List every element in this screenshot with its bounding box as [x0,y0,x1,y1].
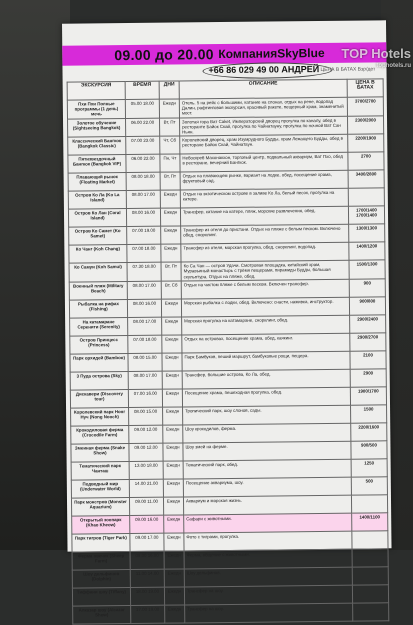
excursion-time: 08.00 18.00 [126,172,160,190]
excursion-name: Крокодиловая ферма (Crocodile Farm) [71,425,129,444]
excursion-description: Посещение аквариума, шоу. [183,477,351,497]
excursion-time: 08.00 16.00 [127,299,161,317]
excursion-price: 1300/1300 [349,224,385,242]
excursion-name: Остров Ко Самет (Ko Samet) [69,227,127,246]
excursion-time: 13.00 18.00 [129,461,163,479]
excursion-name: Дискавери (Discovery tour) [70,389,128,408]
excursion-description: Трансфер из отеля до пристани. Отдых на пляже с белым песком. Включено обед, снорклинг. [181,224,349,244]
excursion-time: 07.00 19.00 [127,226,161,244]
excursion-days: Ежедн [163,479,183,497]
excursion-table [67,78,390,624]
excursion-name: Остров Ко Ла (Ko La Island) [68,191,126,210]
excursion-name: Тематический парк Чанташ [71,461,129,480]
excursion-description: Трансфер на шоу. [185,603,353,623]
column-header: ВРЕМЯ [125,81,159,99]
excursion-time: 08.00 17.00 [128,317,162,335]
excursion-days: Ежедн [159,99,179,118]
excursion-description: Фото с тиграми, прогулка. [184,531,352,551]
excursion-days: Ежедн [163,425,183,443]
excursion-days: Ежедн [164,587,184,605]
excursion-price: 1400/1200 [349,242,385,260]
excursion-days: Ежедн [162,335,182,353]
excursion-price [351,495,387,513]
excursion-price [352,549,388,567]
excursion-days: Ежедн [164,533,184,551]
excursion-description: Шоу дельфинов. [184,567,352,587]
excursion-name: Пхи Пхи Полные программы (1 день) мечь [67,100,125,119]
excursion-time: 07.00 16.00 [128,389,162,407]
watermark-logo: TOP Hotels tophotels.ru [341,46,411,69]
excursion-description: Морская рыбалка с лодки, обед. Включено: снасти, наживка, инструктор. [181,297,349,317]
excursion-time: 08.00 15.00 [128,353,162,371]
excursion-time: 06.00 22.00 [126,154,160,172]
excursion-description: Отдых на экзотическом острове в заливе Ко Ла, белый песок, прогулка на катере. [180,188,348,208]
excursion-description: Аквариум и морская жизнь. [183,495,351,515]
excursion-time: 08.00 15.00 [129,407,163,425]
excursion-name: Остров Принцесс (Princess) [70,335,128,354]
excursion-description: Ко Са Чан — остров Удачи. Смотровая площадка, китайский храм, Муравьиный монастырь с трёмя пещерами, пирамиды Будды, большая скульптура. Отдых на пляже, обед. [181,260,349,280]
excursion-name: Змеиная ферма (Snake Show) [71,443,129,462]
excursion-price: 1250 [351,459,387,477]
excursion-price: 1700/1400 1700/1400 [348,206,384,224]
excursion-rows [67,97,388,624]
excursion-description: Шоу змей на ферме. [183,441,351,461]
excursion-name: Парк монстров (Monster Aquarium) [71,497,129,516]
excursion-price: 2200/1900 [348,134,384,152]
excursion-description: Парк Бамбуков, пеший маршрут, бамбуковые рощи, пещера. [182,351,350,371]
excursion-description: Золотая гора Ват Саket, Императорский дворец прогулка по каналу, обед в ресторанте Байок Скай, прогулка по Чайнатауну, прогулка по ночной Ват Сан Ньян. [179,116,347,136]
excursion-name: Ко Чанг (Koh Chang) [69,245,127,264]
excursion-price: 2900/2700 [350,333,386,351]
excursion-time: 11.00 14.00 [130,569,164,587]
excursion-days: Ежедн [165,605,185,623]
excursion-days: Ежедн [161,226,181,244]
excursion-time: 08.00 17.00 [126,190,160,208]
excursion-name: Тиффани шоу (Tiffany) [72,587,130,606]
excursion-days: Ежедн [164,515,184,533]
phone-number: +66 86 029 49 00 АНДРЕЙ [208,64,320,76]
excursion-name: 3 Пуда острова (Sky) [70,371,128,390]
excursion-price: 3400/2800 [348,170,384,188]
excursion-price [352,585,388,603]
excursion-days: Ежедн [160,190,180,208]
excursion-name: Парк тигров (Tiger Park) [72,533,130,552]
excursion-name: Открытый зоопарк (Khao Kheow) [72,515,130,534]
excursion-price [348,188,384,206]
background-left [0,0,70,550]
excursion-description: Морская прогулка на катамаране, снорклинг, обед. [182,315,350,335]
excursion-time: 07.00 18.00 [128,335,162,353]
excursion-description: Отдых на плавающем рынке, вариант на лодке, обед, посещение храма, фруктовый сад. [180,170,348,190]
excursion-price: 1900/1700 [350,387,386,405]
excursion-description: Отдых на островах, посещение храма, обед, каякинг. [182,333,350,353]
excursion-name: Пятизвездочный Бангкок (Bangkok VIP) [68,155,126,174]
excursion-days: Ежедн [160,208,180,226]
excursion-price: 900 [349,279,385,297]
excursion-price: 2100 [350,351,386,369]
excursion-days: Ежедн [163,443,183,461]
excursion-time: 09.00 16.00 [130,551,164,569]
price-list-sheet [62,20,392,618]
excursion-name: Золотое обучение (Sightseeing Bangkok) [68,118,126,137]
excursion-name: Остров Ко Лан (Coral Island) [68,209,126,228]
excursion-time: 08.00 17.00 [127,281,161,299]
excursion-name: Алказар шоу (Alcazar Show) [73,605,131,624]
excursion-days: Вт, Пт [160,172,180,190]
excursion-description: Отель. 5 на рейс с большими, катание на слонах, отдых на рене, водопад Далин, рафтинговая экскурсия, красивый ракете, пещерный храм, знаменитый мост. [179,97,347,117]
excursion-time: 06.00 22.00 [126,118,160,137]
excursion-time: 05.00 18.00 [125,99,159,118]
excursion-name: Королевский парк Нонг Нуч (Nong Nooch) [71,407,129,426]
excursion-price: 2900/2400 [350,315,386,333]
excursion-description: Ферма, общение с животными. [184,549,352,569]
excursion-time: 17.00 19.00 [131,605,165,623]
excursion-days: Ежедн [162,317,182,335]
excursion-time: 09.00 17.00 [130,533,164,551]
excursion-time: 09.00 12.00 [129,443,163,461]
excursion-time: 09.00 12.00 [129,425,163,443]
excursion-price: 1400/1100 [352,513,388,531]
company-name: КомпанияSkyBlue [218,45,325,62]
excursion-description: Небоскреб Махонакхон, торговый центр, подвальный аквариум, Ват Пхо, обед в ресторане, вечерний Бангкок. [180,152,348,172]
excursion-description: Посещение храма, пешеходная прогулка, обед. [182,387,350,407]
excursion-description: Отдых на чистом пляже с белым песком. Включен трансфер. [181,279,349,299]
excursion-description: Шоу крокодилов, ферма. [183,423,351,443]
excursion-days: Ежедн [162,353,182,371]
excursion-price: 2200/1600 [351,423,387,441]
excursion-days: Чт, Сб [160,136,180,154]
excursion-price: 500 [351,477,387,495]
excursion-description: Тропический парк, шоу слонов, сады. [183,405,351,425]
excursion-price [352,567,388,585]
excursion-days: Вт, Пт [161,262,181,281]
excursion-days: Ежедн [162,371,182,389]
excursion-time: 08.00 17.00 [128,371,162,389]
excursion-time: 08.00 16.00 [126,208,160,226]
excursion-price: 2300/2000 [347,115,383,134]
excursion-price: 2700 [348,152,384,170]
excursion-name: Парк орхидей (Bamboo) [70,353,128,372]
excursion-name: Рыбалка на рифах (Fishing) [69,299,127,318]
excursion-description: Трансфер из отеля, морская прогулка, обед, снорклинг, водопад. [181,242,349,262]
excursion-time: 09.00 11.00 [129,497,163,515]
price-column-subheading: ЦЕНА В БАТАХ Взр/дет [320,66,376,73]
excursion-days: Пн, Чт [160,154,180,172]
excursion-name: Шоу дельфинов (Dolphin) [72,569,130,588]
excursion-time: 14.00 21.00 [129,479,163,497]
excursion-price: 1500/1300 [349,260,385,279]
working-hours: 09.00 до 20.00 [114,46,214,64]
excursion-time: 07.00 18.00 [127,244,161,262]
column-header: ЦЕНА В БАТАХ [347,79,383,97]
excursion-days: Ежедн [163,497,183,515]
excursion-time: 07.00 23.00 [126,136,160,154]
column-header: ДНИ [159,81,179,99]
excursion-description: Трансфер на шоу. [184,585,352,605]
excursion-description: Тематический парк, обед. [183,459,351,479]
excursion-price: 1500 [351,405,387,423]
excursion-days: Вт, Сб [161,281,181,299]
excursion-days: Ежедн [161,299,181,317]
excursion-days: Ежедн [162,389,182,407]
excursion-name: Ферма овечек (Sheep Farm) [72,551,130,570]
excursion-days: Ежедн [164,569,184,587]
excursion-price: 3700/2700 [347,97,383,116]
excursion-description: Трансфер, катание на катере, пляж, морские развлечения, обед. [180,206,348,226]
excursion-time: 07.30 18.00 [127,262,161,281]
excursion-price [352,531,388,549]
excursion-price [353,603,389,621]
excursion-name: На катамаране Серенити (Serenity) [70,317,128,336]
excursion-days: Ежедн [163,407,183,425]
excursion-price: 900/800 [349,297,385,315]
excursion-days: Ежедн [164,551,184,569]
excursion-days: Ежедн [161,244,181,262]
excursion-time: 09.00 16.00 [130,515,164,533]
excursion-days: Ежедн [163,461,183,479]
excursion-days: Вт, Пт [159,118,179,137]
excursion-price: 2900 [350,369,386,387]
excursion-price: 900/500 [351,441,387,459]
excursion-description: Сафари с животными. [184,513,352,533]
table-row [73,603,389,624]
excursion-name: Ко Самуи (Koh Samui) [69,263,127,282]
excursion-description: Трансфер, большие острова, Ко Ла, обед. [182,369,350,389]
excursion-name: Подводный мир (Underwater World) [71,479,129,498]
excursion-name: Классический Бангкок (Bangkok Classic) [68,137,126,156]
excursion-time: 18.00 19.00 [130,587,164,605]
excursion-description: Королевский дворец, храм Изумрудного Будды, храм Лежащего Будды, обед в ресторане Байок Скай, Чайнатаун. [180,134,348,154]
excursion-name: Плавающий рынок (Floating Market) [68,173,126,192]
column-header: ЭКСКУРСИЯ [67,82,125,101]
excursion-name: Военный пляж (Military Beach) [69,281,127,300]
column-header: ОПИСАНИЕ [179,79,347,99]
